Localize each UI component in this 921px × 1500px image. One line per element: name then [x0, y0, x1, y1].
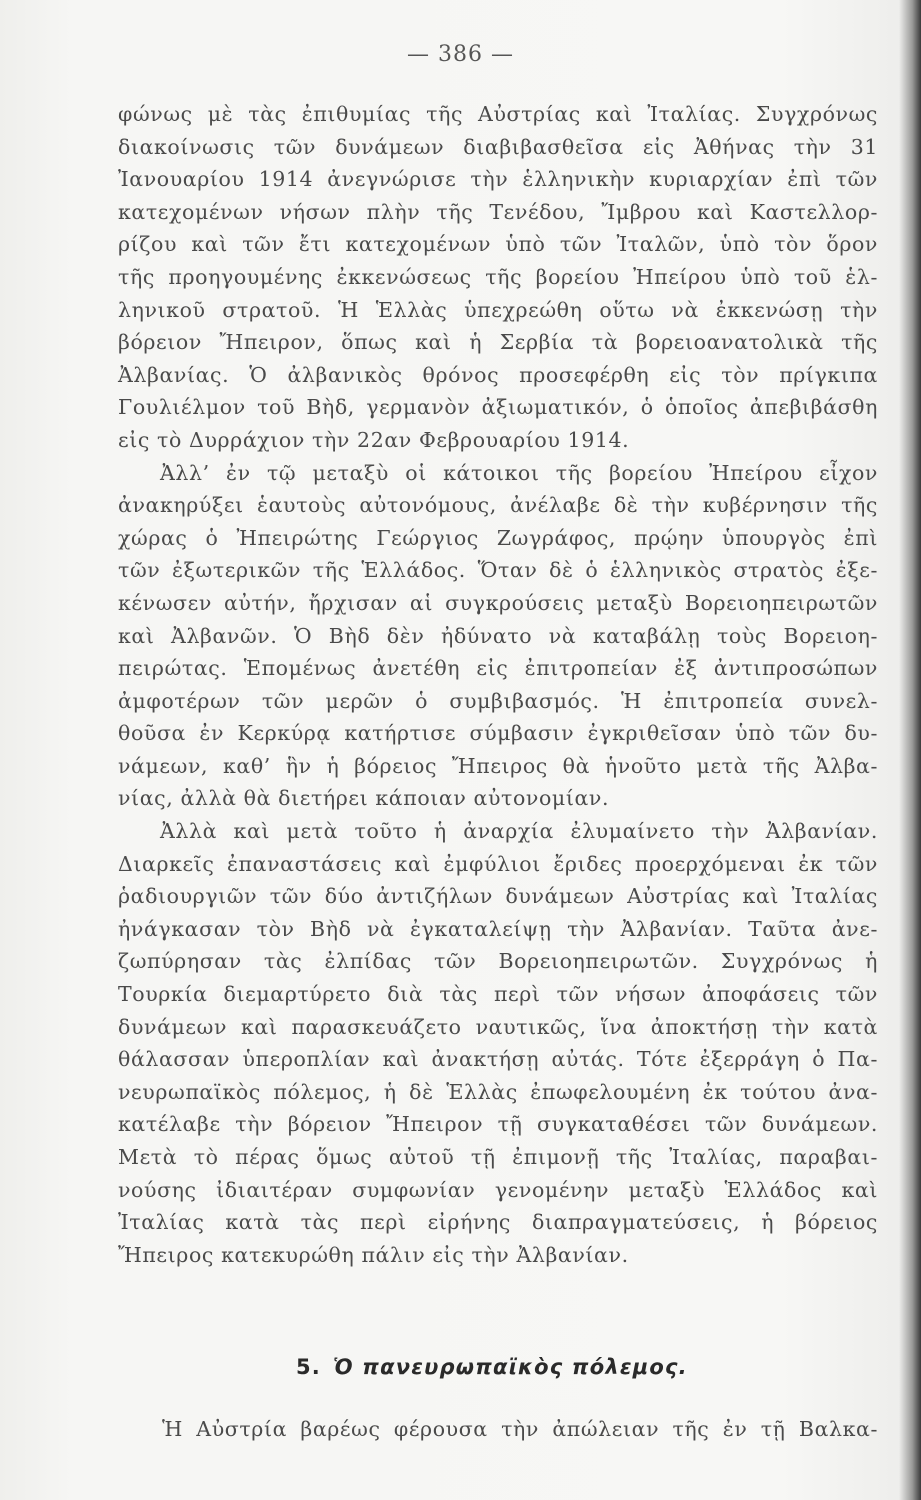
text-line: ἀμφοτέρων τῶν μερῶν ὁ συμβιβασμός. Ἡ ἐπιτροπεία συνελ-	[118, 688, 878, 713]
text-line: φώνως μὲ τὰς ἐπιθυμίας τῆς Αὐστρίας καὶ Ἰταλίας. Συγχρόνως	[118, 102, 878, 126]
text-line: κένωσεν αὐτήν, ἤρχισαν αἱ συγκρούσεις μεταξὺ Βορειοηπειρωτῶν	[118, 590, 878, 615]
text-line: καὶ Ἀλβανῶν. Ὁ Βὴδ δὲν ἠδύνατο νὰ καταβάλῃ τοὺς Βορειοη-	[118, 623, 878, 648]
text-line: Ἤπειρος κατεκυρώθη πάλιν εἰς τὴν Ἀλβανίαν.	[118, 1242, 629, 1267]
text-line: Ἀλλὰ καὶ μετὰ τοῦτο ἡ ἀναρχία ἐλυμαίνετο τὴν Ἀλβανίαν.	[160, 819, 878, 844]
text-line: ζωπύρησαν τὰς ἐλπίδας τῶν Βορειοηπειρωτῶν. Συγχρόνως ἡ	[118, 949, 878, 974]
text-line: κατεχομένων νήσων πλὴν τῆς Τενέδου, Ἴμβρου καὶ Καστελλορ-	[118, 199, 878, 224]
text-line: δυνάμεων καὶ παρασκευάζετο ναυτικῶς, ἵνα ἀποκτήσῃ τὴν κατὰ	[118, 1014, 878, 1039]
text-line: πειρώτας. Ἑπομένως ἀνετέθη εἰς ἐπιτροπείαν ἐξ ἀντιπροσώπων	[118, 656, 878, 681]
section-heading	[296, 1355, 688, 1379]
text-line: νίας, ἀλλὰ θὰ διετήρει κάποιαν αὐτονομίαν.	[118, 786, 610, 811]
text-line: τῶν ἐξωτερικῶν τῆς Ἑλλάδος. Ὅταν δὲ ὁ ἑλληνικὸς στρατὸς ἐξε-	[118, 558, 878, 583]
text-line: ρίζου καὶ τῶν ἔτι κατεχομένων ὑπὸ τῶν Ἰταλῶν, ὑπὸ τὸν ὅρον	[118, 232, 878, 257]
text-line: θάλασσαν ὑπεροπλίαν καὶ ἀνακτήσῃ αὐτάς. Τότε ἐξερράγη ὁ Πα-	[118, 1047, 878, 1072]
text-line: νάμεων, καθ’ ἣν ἡ βόρειος Ἤπειρος θὰ ἡνοῦτο μετὰ τῆς Ἀλβα-	[118, 753, 878, 778]
text-line: νευρωπαϊκὸς πόλεμος, ἡ δὲ Ἑλλὰς ἐπωφελουμένη ἐκ τούτου ἀνα-	[118, 1079, 878, 1104]
text-line: Τουρκία διεμαρτύρετο διὰ τὰς περὶ τῶν νήσων ἀποφάσεις τῶν	[118, 982, 878, 1007]
text-line: εἰς τὸ Δυρράχιον τὴν 22αν Φεβρουαρίου 1914.	[118, 427, 630, 452]
text-line: ἠνάγκασαν τὸν Βὴδ νὰ ἐγκαταλείψῃ τὴν Ἀλβανίαν. Ταῦτα ἀνε-	[118, 916, 878, 941]
body-text	[118, 98, 878, 1271]
text-line: Ἰταλίας κατὰ τὰς περὶ εἰρήνης διαπραγματεύσεις, ἡ βόρειος	[118, 1210, 878, 1235]
section-number: 5.	[296, 1355, 321, 1379]
text-line: Μετὰ τὸ πέρας ὅμως αὐτοῦ τῇ ἐπιμονῇ τῆς Ἰταλίας, παραβαι-	[118, 1145, 878, 1169]
text-line: ἀνακηρύξει ἑαυτοὺς αὐτονόμους, ἀνέλαβε δὲ τὴν κυβέρνησιν τῆς	[118, 493, 878, 518]
text-line: Γουλιέλμον τοῦ Βὴδ, γερμανὸν ἀξιωματικόν, ὁ ὁποῖος ἀπεβιβάσθη	[118, 395, 878, 420]
text-line: βόρειον Ἤπειρον, ὅπως καὶ ἡ Σερβία τὰ βορειοανατολικὰ τῆς	[118, 330, 878, 355]
section-title: Ὁ πανευρωπαϊκὸς πόλεμος.	[333, 1355, 688, 1379]
text-line: νούσης ἰδιαιτέραν συμφωνίαν γενομένην μεταξὺ Ἑλλάδος καὶ	[118, 1177, 878, 1202]
text-line: Διαρκεῖς ἐπαναστάσεις καὶ ἐμφύλιοι ἔριδες προερχόμεναι ἐκ τῶν	[118, 851, 878, 876]
section-body	[162, 1413, 878, 1446]
text-line: Ἰανουαρίου 1914 ἀνεγνώρισε τὴν ἑλληνικὴν κυριαρχίαν ἐπὶ τῶν	[118, 167, 878, 192]
text-line: ῥαδιουργιῶν τῶν δύο ἀντιζήλων δυνάμεων Αὐστρίας καὶ Ἰταλίας	[118, 884, 878, 909]
text-line: χώρας ὁ Ἠπειρώτης Γεώργιος Ζωγράφος, πρῴην ὑπουργὸς ἐπὶ	[118, 525, 878, 550]
text-line: Ἡ Αὐστρία βαρέως φέρουσα τὴν ἀπώλειαν τῆς ἐν τῇ Βαλκα-	[162, 1417, 878, 1441]
text-line: διακοίνωσις τῶν δυνάμεων διαβιβασθεῖσα εἰς Ἀθήνας τὴν 31	[118, 134, 878, 159]
page-edge-shadow	[899, 0, 921, 1500]
text-line: κατέλαβε τὴν βόρειον Ἤπειρον τῇ συγκαταθέσει τῶν δυνάμεων.	[118, 1112, 878, 1137]
text-line: θοῦσα ἐν Κερκύρᾳ κατήρτισε σύμβασιν ἐγκριθεῖσαν ὑπὸ τῶν δυ-	[118, 721, 878, 746]
text-line: ληνικοῦ στρατοῦ. Ἡ Ἑλλὰς ὑπεχρεώθη οὕτω νὰ ἐκκενώσῃ τὴν	[118, 297, 878, 322]
page-number: — 386 —	[407, 42, 514, 67]
text-line: Ἀλλ’ ἐν τῷ μεταξὺ οἱ κάτοικοι τῆς βορείου Ἠπείρου εἶχον	[160, 460, 878, 485]
text-line: Ἀλβανίας. Ὁ ἀλβανικὸς θρόνος προσεφέρθη εἰς τὸν πρίγκιπα	[118, 362, 878, 387]
text-line: τῆς προηγουμένης ἐκκενώσεως τῆς βορείου Ἠπείρου ὑπὸ τοῦ ἑλ-	[118, 264, 878, 289]
